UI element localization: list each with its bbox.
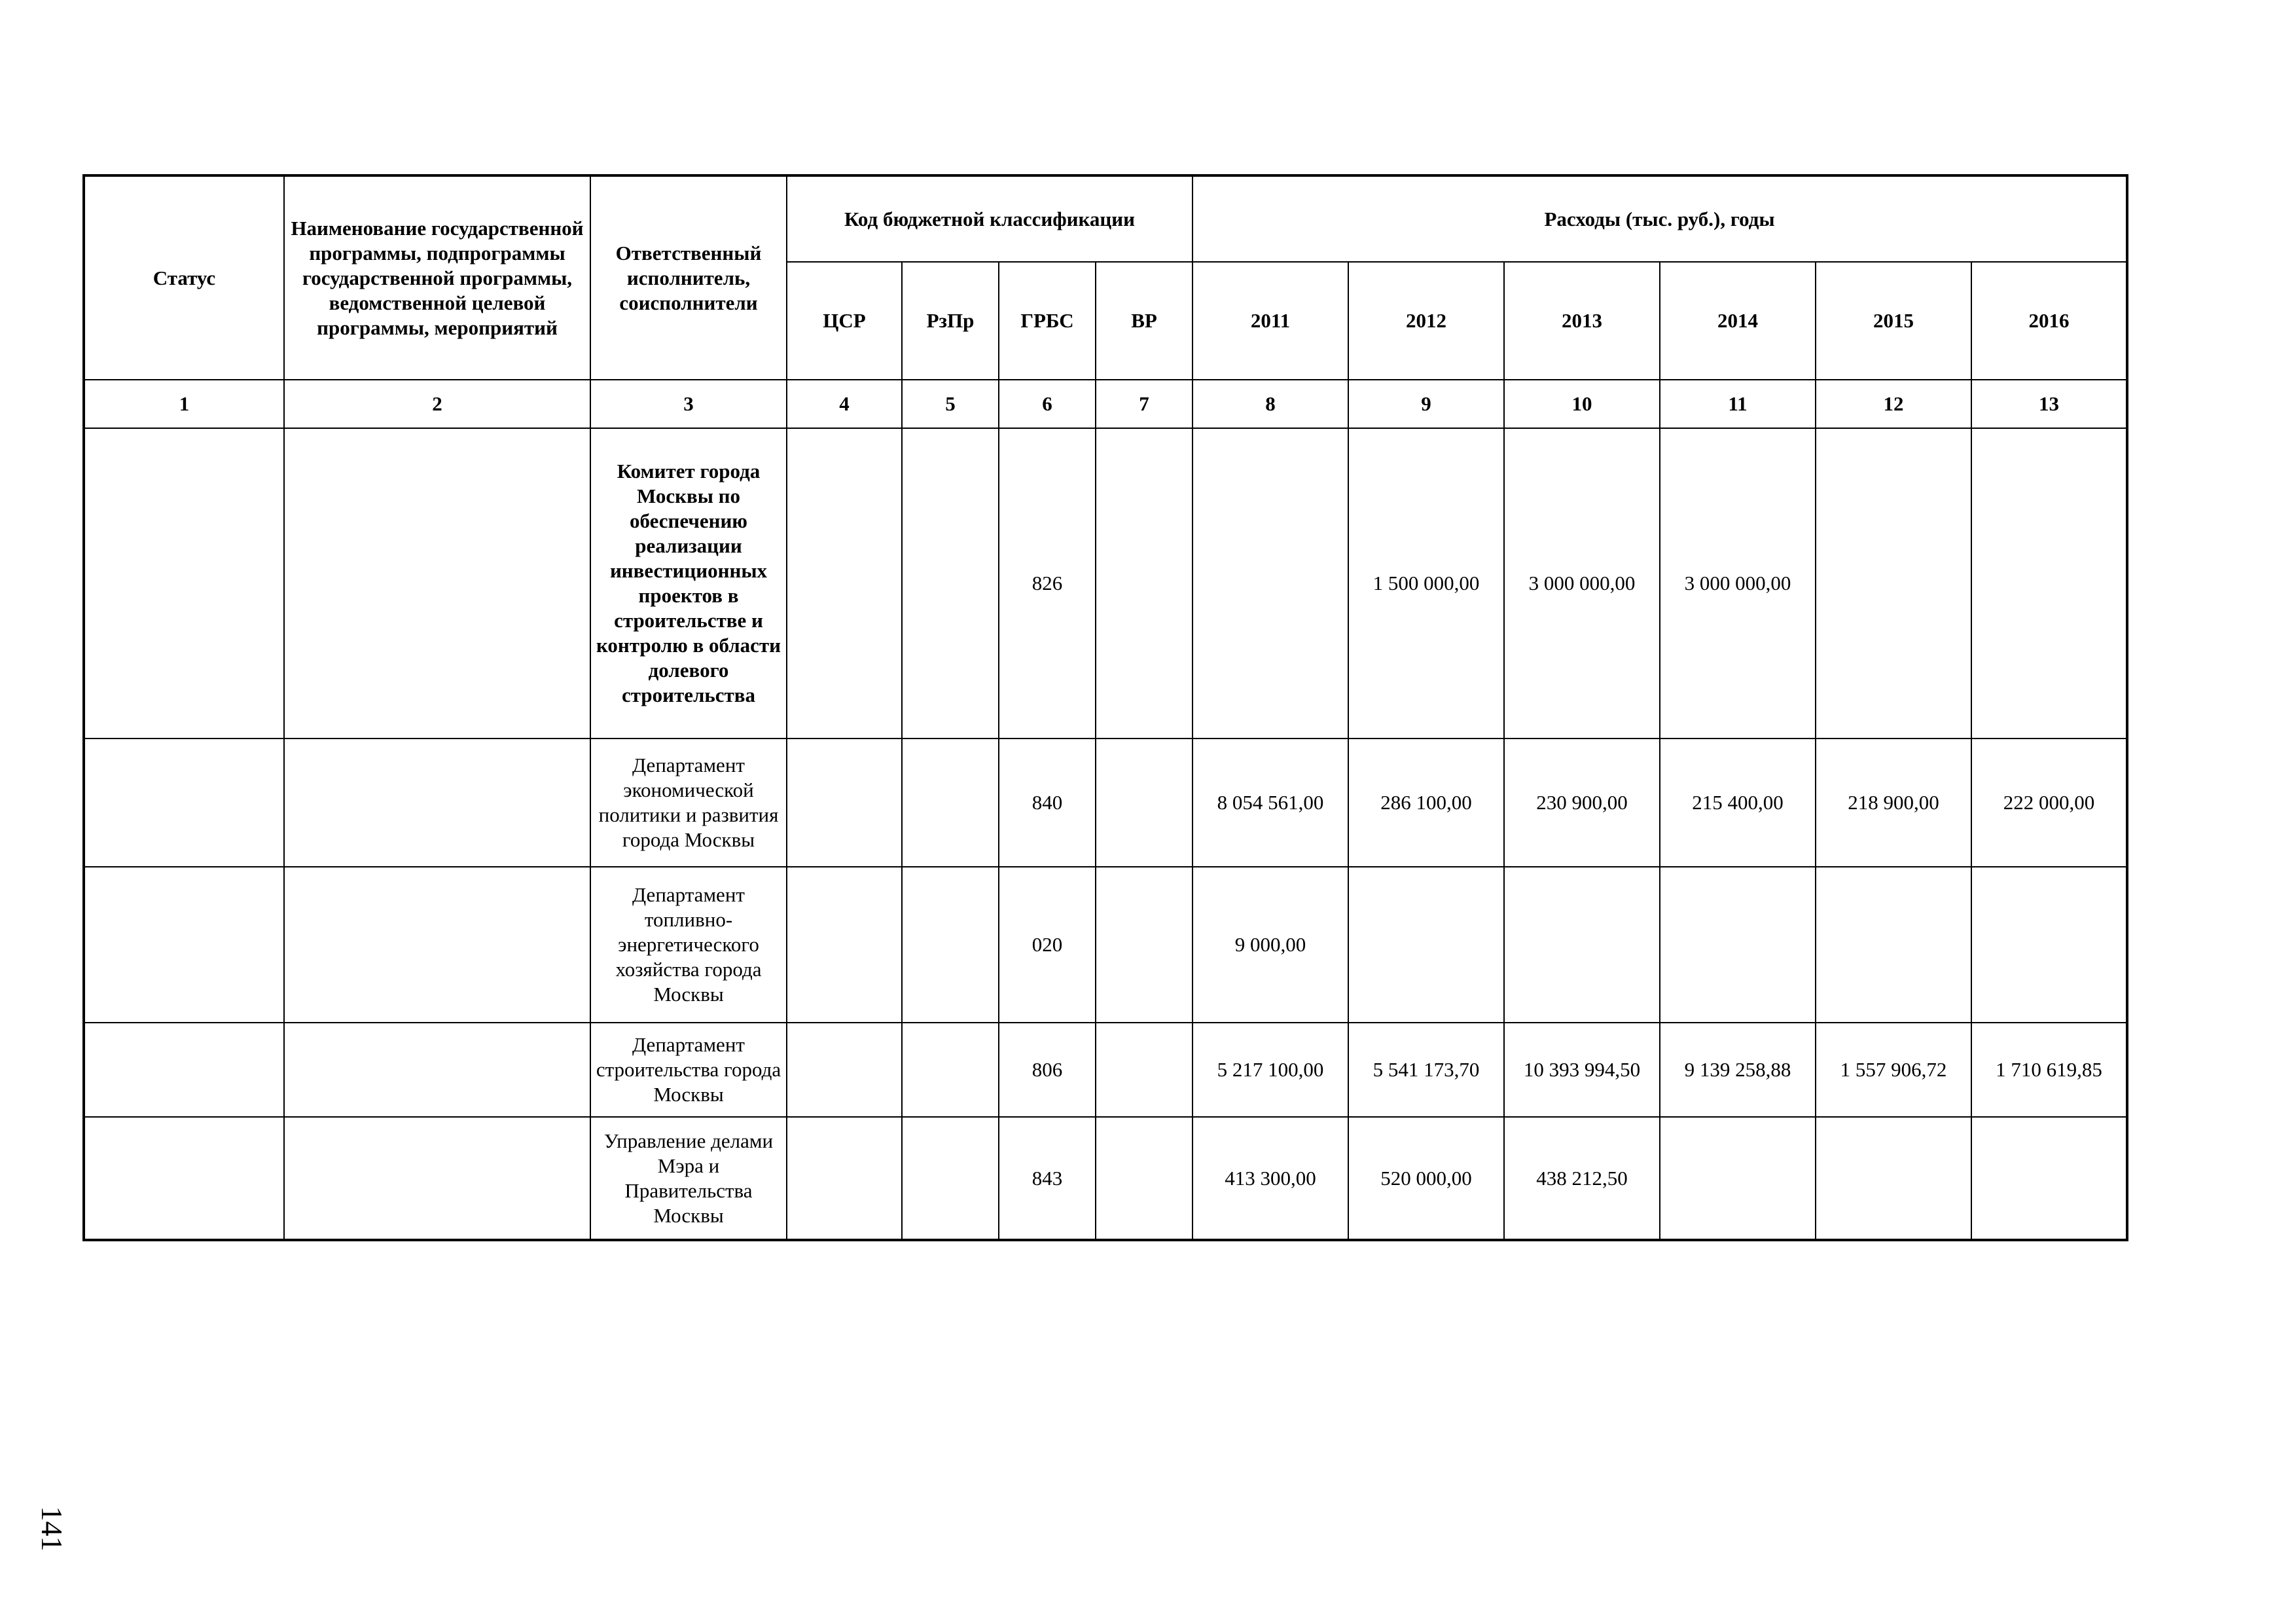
cell-rzpr	[902, 428, 999, 739]
cell-status	[84, 1117, 284, 1240]
cell-csr	[787, 867, 902, 1023]
cell-2012: 286 100,00	[1348, 739, 1504, 867]
cell-grbs: 843	[999, 1117, 1096, 1240]
cell-2012: 5 541 173,70	[1348, 1023, 1504, 1117]
cell-csr	[787, 428, 902, 739]
header-year-2012: 2012	[1348, 262, 1504, 380]
cell-2013	[1504, 867, 1660, 1023]
cell-2013: 10 393 994,50	[1504, 1023, 1660, 1117]
column-number: 7	[1096, 380, 1193, 428]
cell-2012	[1348, 867, 1504, 1023]
cell-rzpr	[902, 1117, 999, 1240]
cell-2015: 1 557 906,72	[1816, 1023, 1971, 1117]
cell-2014: 3 000 000,00	[1660, 428, 1816, 739]
cell-2016	[1971, 428, 2127, 739]
header-name: Наименование государственной программы, подпрограммы государственной программы, ведомственной целевой программы, мероприятий	[284, 175, 590, 380]
cell-2011: 413 300,00	[1193, 1117, 1348, 1240]
cell-2014	[1660, 867, 1816, 1023]
cell-2011: 9 000,00	[1193, 867, 1348, 1023]
cell-rzpr	[902, 1023, 999, 1117]
cell-2014: 215 400,00	[1660, 739, 1816, 867]
header-code-rzpr: РзПр	[902, 262, 999, 380]
cell-rzpr	[902, 739, 999, 867]
table-row	[84, 1117, 2127, 1240]
page-number: 141	[35, 1506, 69, 1552]
column-number: 5	[902, 380, 999, 428]
table-row	[84, 867, 2127, 1023]
cell-grbs: 840	[999, 739, 1096, 867]
cell-grbs: 806	[999, 1023, 1096, 1117]
cell-name	[284, 739, 590, 867]
column-number: 2	[284, 380, 590, 428]
header-year-2016: 2016	[1971, 262, 2127, 380]
cell-vr	[1096, 739, 1193, 867]
column-number: 4	[787, 380, 902, 428]
cell-2016: 1 710 619,85	[1971, 1023, 2127, 1117]
header-code-vr: ВР	[1096, 262, 1193, 380]
cell-executor: Департамент экономической политики и развития города Москвы	[590, 739, 787, 867]
table-row	[84, 1023, 2127, 1117]
cell-2012: 1 500 000,00	[1348, 428, 1504, 739]
cell-2015	[1816, 867, 1971, 1023]
cell-2014: 9 139 258,88	[1660, 1023, 1816, 1117]
header-year-2015: 2015	[1816, 262, 1971, 380]
cell-vr	[1096, 428, 1193, 739]
cell-vr	[1096, 867, 1193, 1023]
header-status: Статус	[84, 175, 284, 380]
cell-2016	[1971, 867, 2127, 1023]
expenses-table	[82, 174, 2128, 1241]
cell-name	[284, 428, 590, 739]
cell-status	[84, 739, 284, 867]
header-code-grbs: ГРБС	[999, 262, 1096, 380]
cell-status	[84, 428, 284, 739]
cell-grbs: 826	[999, 428, 1096, 739]
cell-executor: Комитет города Москвы по обеспечению реализации инвестиционных проектов в строительстве и контролю в области долевого строительства	[590, 428, 787, 739]
cell-name	[284, 1117, 590, 1240]
cell-2015	[1816, 428, 1971, 739]
cell-2011: 8 054 561,00	[1193, 739, 1348, 867]
header-row-1	[84, 175, 2127, 262]
table-row	[84, 428, 2127, 739]
cell-vr	[1096, 1117, 1193, 1240]
column-number: 13	[1971, 380, 2127, 428]
column-numbers-row	[84, 380, 2127, 428]
cell-vr	[1096, 1023, 1193, 1117]
header-year-2013: 2013	[1504, 262, 1660, 380]
cell-2011: 5 217 100,00	[1193, 1023, 1348, 1117]
column-number: 6	[999, 380, 1096, 428]
cell-2016: 222 000,00	[1971, 739, 2127, 867]
header-budget-code: Код бюджетной классификации	[787, 175, 1193, 262]
cell-csr	[787, 1023, 902, 1117]
cell-csr	[787, 739, 902, 867]
cell-name	[284, 1023, 590, 1117]
cell-name	[284, 867, 590, 1023]
column-number: 10	[1504, 380, 1660, 428]
column-number: 3	[590, 380, 787, 428]
cell-2015	[1816, 1117, 1971, 1240]
cell-status	[84, 1023, 284, 1117]
cell-executor: Управление делами Мэра и Правительства Москвы	[590, 1117, 787, 1240]
cell-2014	[1660, 1117, 1816, 1240]
cell-2015: 218 900,00	[1816, 739, 1971, 867]
cell-2016	[1971, 1117, 2127, 1240]
table-row	[84, 739, 2127, 867]
column-number: 12	[1816, 380, 1971, 428]
cell-2013: 438 212,50	[1504, 1117, 1660, 1240]
cell-executor: Департамент строительства города Москвы	[590, 1023, 787, 1117]
cell-rzpr	[902, 867, 999, 1023]
cell-csr	[787, 1117, 902, 1240]
column-number: 11	[1660, 380, 1816, 428]
cell-2011	[1193, 428, 1348, 739]
cell-grbs: 020	[999, 867, 1096, 1023]
cell-executor: Департамент топливно-энергетического хозяйства города Москвы	[590, 867, 787, 1023]
header-year-2014: 2014	[1660, 262, 1816, 380]
header-expenses: Расходы (тыс. руб.), годы	[1193, 175, 2127, 262]
header-year-2011: 2011	[1193, 262, 1348, 380]
column-number: 9	[1348, 380, 1504, 428]
cell-2013: 230 900,00	[1504, 739, 1660, 867]
column-number: 8	[1193, 380, 1348, 428]
column-number: 1	[84, 380, 284, 428]
cell-status	[84, 867, 284, 1023]
header-executor: Ответственный исполнитель, соисполнители	[590, 175, 787, 380]
cell-2012: 520 000,00	[1348, 1117, 1504, 1240]
cell-2013: 3 000 000,00	[1504, 428, 1660, 739]
header-code-csr: ЦСР	[787, 262, 902, 380]
